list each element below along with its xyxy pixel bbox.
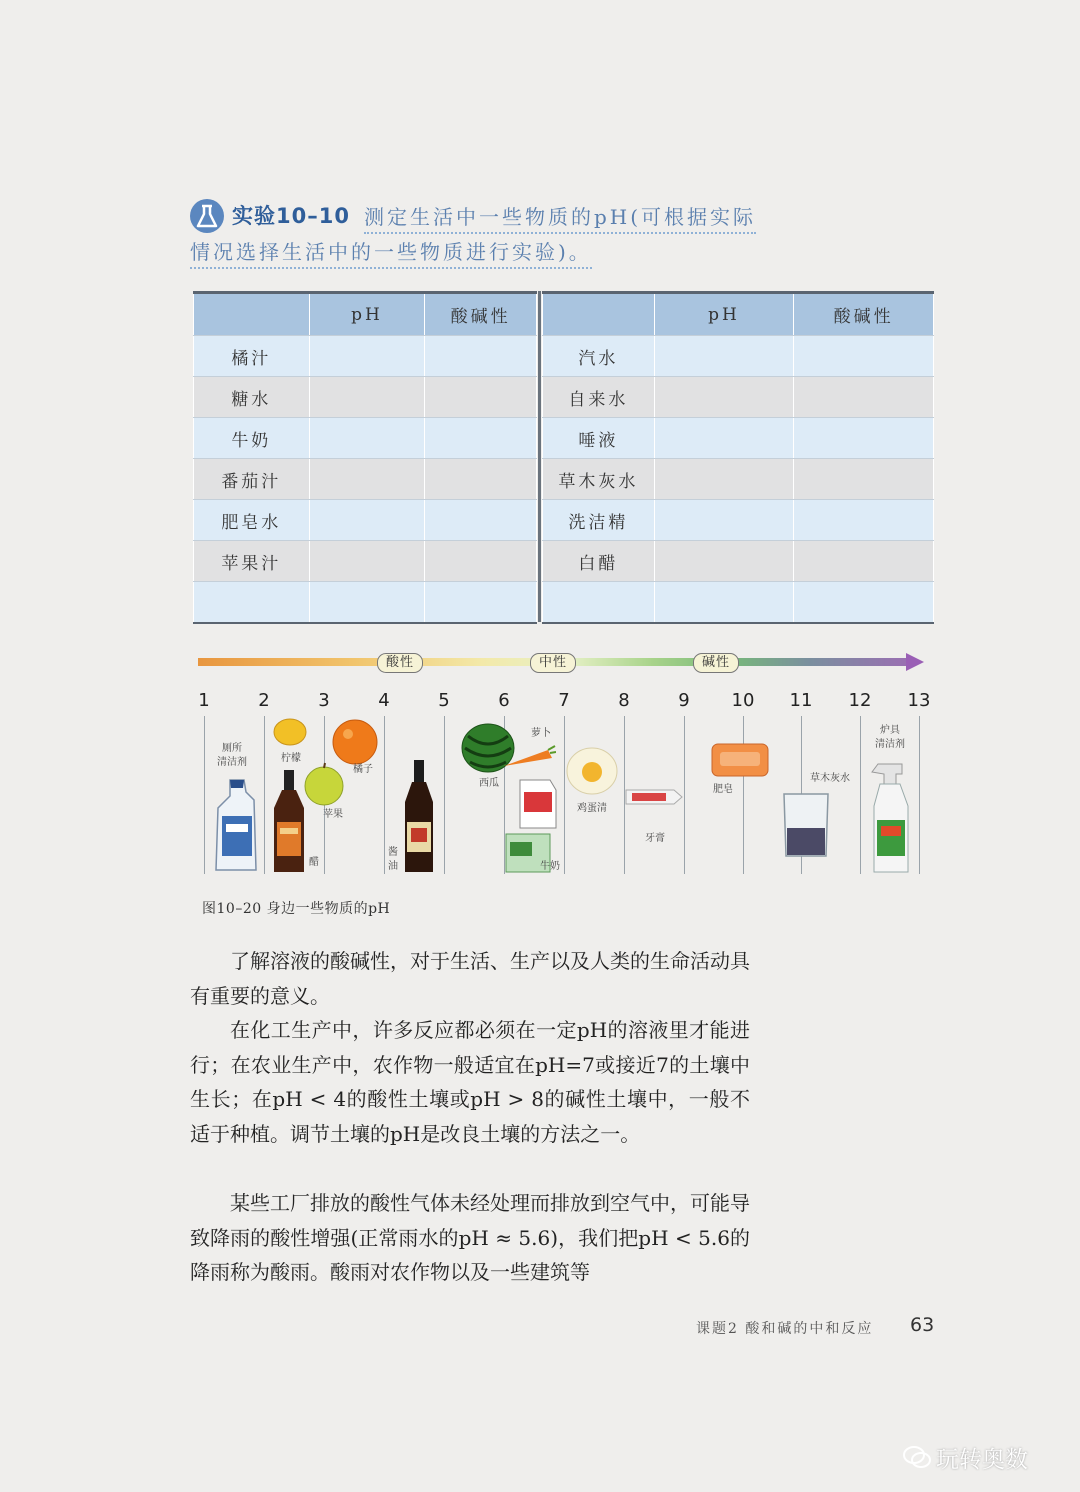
milk-label: 牛奶 [540, 861, 560, 872]
vinegar-label: 醋 [309, 857, 319, 868]
table-divider [538, 291, 541, 622]
spray-bottle-icon [868, 762, 914, 874]
acidity-cell[interactable] [425, 418, 537, 459]
substance-cell: 牛奶 [194, 418, 310, 459]
acidity-cell[interactable] [794, 418, 934, 459]
soap-label: 肥皂 [713, 784, 733, 795]
ph-number: 9 [678, 690, 690, 711]
substance-cell: 草木灰水 [543, 459, 655, 500]
egg-white-label: 鸡蛋清 [577, 803, 607, 814]
toilet-cleaner-bottle-icon [210, 778, 260, 874]
table-row [543, 500, 934, 541]
header-substance [194, 293, 310, 336]
substance-cell: 肥皂水 [194, 500, 310, 541]
acidity-cell[interactable] [425, 336, 537, 377]
substance-cell: 橘汁 [194, 336, 310, 377]
beaker-icon [780, 792, 832, 860]
substance-cell: 苹果汁 [194, 541, 310, 582]
acidity-cell[interactable] [425, 541, 537, 582]
stove-cleaner-label [868, 724, 912, 752]
substance-cell[interactable] [543, 582, 655, 624]
label-line: 酱 [388, 847, 398, 858]
ph-cell[interactable] [309, 582, 425, 624]
ph-number: 8 [618, 690, 630, 711]
apple-label: 苹果 [323, 809, 343, 820]
egg-icon [565, 746, 619, 796]
paragraph-2: 在化工生产中，许多反应都必须在一定pH的溶液里才能进行；在农业生产中，农作物一般适宜在pH=7或接近7的土壤中生长；在pH < 4的酸性土壤或pH > 8的碱性土壤中，一般不适于种植。调节土壤的pH是改良土壤的方法之一。 [190, 1018, 750, 1146]
table-row [543, 459, 934, 500]
watermelon-label: 西瓜 [479, 778, 499, 789]
carrot-icon [500, 744, 556, 776]
acidity-cell[interactable] [425, 582, 537, 624]
soy-sauce-label [386, 846, 400, 874]
acidity-cell[interactable] [794, 541, 934, 582]
substance-cell: 唾液 [543, 418, 655, 459]
header-ph: pH [654, 293, 794, 336]
substance-cell: 洗洁精 [543, 500, 655, 541]
experiment-description-line-1: 测定生活中一些物质的pH(可根据实际 [364, 201, 756, 234]
table-row [543, 418, 934, 459]
substance-cell: 糖水 [194, 377, 310, 418]
ph-number: 1 [198, 690, 210, 711]
scale-divider [204, 716, 205, 874]
ph-number: 7 [558, 690, 570, 711]
figure-caption: 图10–20 身边一些物质的pH [202, 901, 391, 917]
acid-tag: 酸性 [377, 653, 423, 673]
label-line: 厕所 [222, 743, 242, 754]
paragraph-1: 了解溶液的酸碱性，对于生活、生产以及人类的生命活动具有重要的意义。 [190, 949, 750, 1008]
ph-cell[interactable] [654, 418, 794, 459]
label-line: 炉具 [880, 725, 900, 736]
soap-icon [710, 740, 770, 780]
label-line: 清洁剂 [875, 739, 905, 750]
ph-cell[interactable] [309, 377, 425, 418]
header-acidity: 酸碱性 [794, 293, 934, 336]
toothpaste-icon [624, 786, 684, 808]
experiment-title: 实验10–10 [232, 204, 350, 228]
table-row [194, 500, 537, 541]
table-row [194, 459, 537, 500]
experiment-description-line-2: 情况选择生活中的一些物质进行实验)。 [190, 236, 592, 269]
acidity-cell[interactable] [425, 500, 537, 541]
ph-cell[interactable] [654, 336, 794, 377]
running-footer: 课题2 酸和碱的中和反应 [696, 1321, 874, 1337]
acidity-cell[interactable] [425, 377, 537, 418]
table-left-half [193, 291, 537, 624]
paragraph-3: 某些工厂排放的酸性气体未经处理而排放到空气中，可能导致降雨的酸性增强(正常雨水的pH ≈ 5.6)，我们把pH < 5.6的降雨称为酸雨。酸雨对农作物以及一些建筑等 [190, 1191, 750, 1284]
toilet-cleaner-label [212, 742, 252, 770]
orange-icon [331, 718, 379, 766]
apple-icon [302, 762, 346, 806]
ph-number: 10 [731, 690, 755, 711]
ph-number: 6 [498, 690, 510, 711]
scale-divider [860, 716, 861, 874]
acidity-cell[interactable] [794, 500, 934, 541]
table-row [194, 541, 537, 582]
scale-divider [444, 716, 445, 874]
header-substance [543, 293, 655, 336]
ph-record-table [193, 291, 934, 622]
ph-cell[interactable] [654, 541, 794, 582]
lemon-icon [272, 716, 308, 748]
ph-number: 5 [438, 690, 450, 711]
ph-cell[interactable] [654, 582, 794, 624]
ph-number: 13 [907, 690, 931, 711]
acidity-cell[interactable] [425, 459, 537, 500]
scale-divider [384, 716, 385, 874]
toothpaste-label: 牙膏 [645, 833, 665, 844]
substance-cell: 番茄汁 [194, 459, 310, 500]
substance-cell: 自来水 [543, 377, 655, 418]
ph-number: 4 [378, 690, 390, 711]
radish-label: 萝卜 [531, 728, 551, 739]
ph-number: 11 [789, 690, 813, 711]
soy-sauce-bottle-icon [402, 758, 436, 874]
ph-cell[interactable] [309, 459, 425, 500]
ph-cell[interactable] [309, 541, 425, 582]
scale-divider [919, 716, 920, 874]
flask-icon [190, 199, 224, 233]
table-row [194, 336, 537, 377]
table-right-half [542, 291, 934, 624]
header-acidity: 酸碱性 [425, 293, 537, 336]
label-line: 清洁剂 [217, 757, 247, 768]
ph-cell[interactable] [654, 377, 794, 418]
ph-number: 3 [318, 690, 330, 711]
substance-cell: 白醋 [543, 541, 655, 582]
table-row [194, 377, 537, 418]
lemon-label: 柠檬 [281, 753, 301, 764]
base-tag: 碱性 [693, 653, 739, 673]
table-row [543, 377, 934, 418]
table-row [194, 418, 537, 459]
label-line: 油 [388, 861, 398, 872]
acidity-cell[interactable] [794, 459, 934, 500]
ph-cell[interactable] [654, 500, 794, 541]
table-row [543, 336, 934, 377]
ph-cell[interactable] [309, 500, 425, 541]
ash-water-label: 草木灰水 [810, 773, 850, 784]
ph-cell[interactable] [654, 459, 794, 500]
header-ph: pH [309, 293, 425, 336]
table-row [543, 582, 934, 624]
neutral-tag: 中性 [530, 653, 576, 673]
wechat-icon [902, 1444, 932, 1470]
ph-scale-arrowhead [906, 653, 924, 671]
substance-cell: 汽水 [543, 336, 655, 377]
acidity-cell[interactable] [794, 582, 934, 624]
scale-divider [684, 716, 685, 874]
acidity-cell[interactable] [794, 377, 934, 418]
table-row [543, 541, 934, 582]
scale-divider [264, 716, 265, 874]
page-number: 63 [910, 1314, 935, 1336]
substance-cell[interactable] [194, 582, 310, 624]
watermark-text: 玩转奥数 [936, 1447, 1028, 1473]
ph-number: 12 [848, 690, 872, 711]
ph-number: 2 [258, 690, 270, 711]
ph-cell[interactable] [309, 418, 425, 459]
orange-label: 橘子 [353, 764, 373, 775]
acidity-cell[interactable] [794, 336, 934, 377]
ph-cell[interactable] [309, 336, 425, 377]
table-row [194, 582, 537, 624]
